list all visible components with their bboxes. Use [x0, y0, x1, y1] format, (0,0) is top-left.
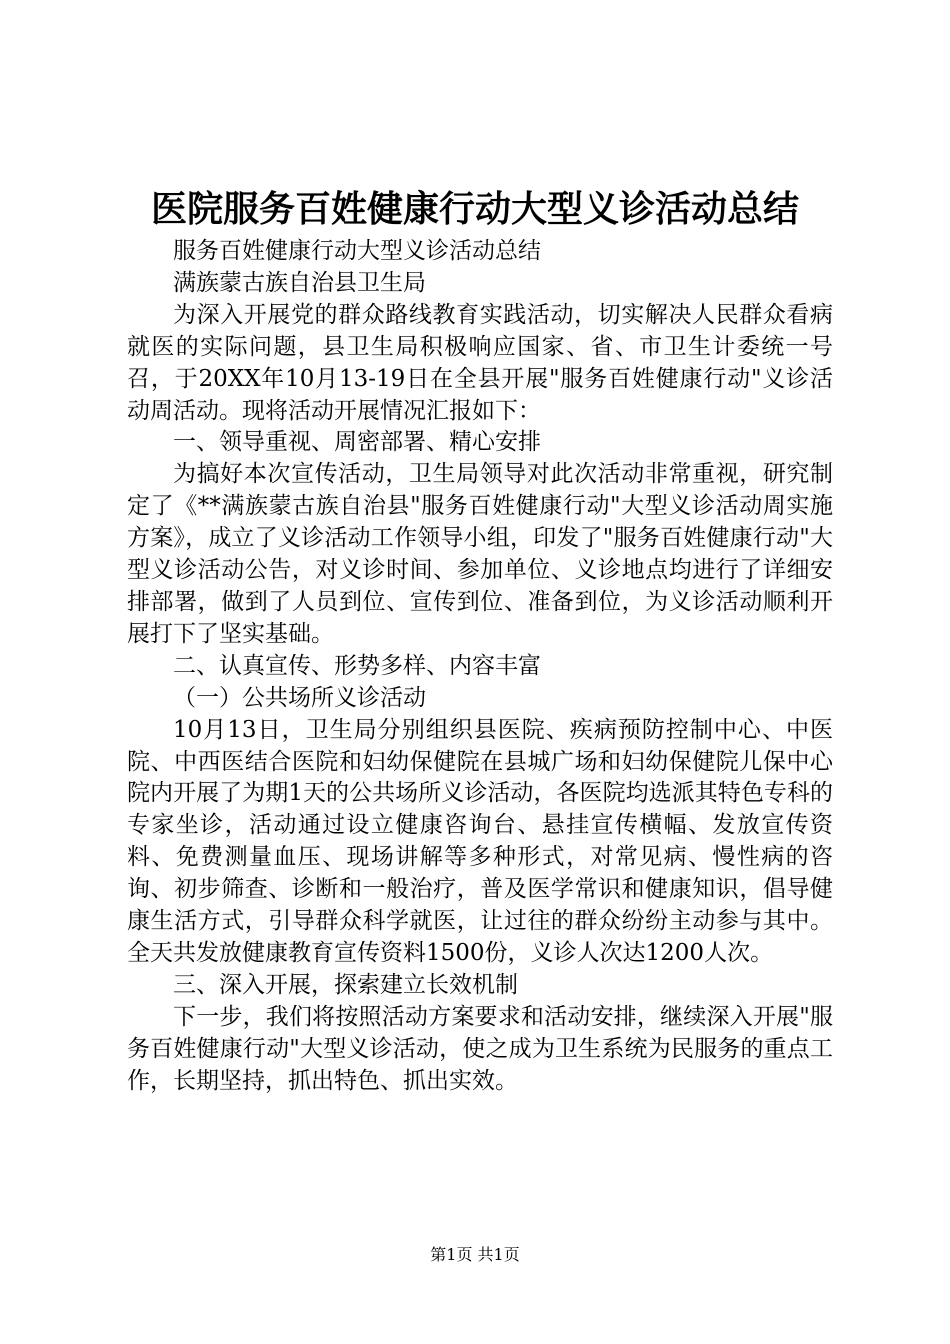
paragraph-section-2: 10月13日，卫生局分别组织县医院、疾病预防控制中心、中医院、中西医结合医院和妇幼保健院在县城广场和妇幼保健院儿保中心院内开展了为期1天的公共场所义诊活动，各医院均选派其特色专科的专家坐诊，活动通过设立健康咨询台、悬挂宣传横幅、发放宣传资料、免费测量血压、现场讲解等多种形式，对常见病、慢性病的咨询、初步筛查、诊断和一般治疗，普及医学常识和健康知识，倡导健康生活方式，引导群众科学就医，让过往的群众纷纷主动参与其中。全天共发放健康教育宣传资料1500份，义诊人次达1200人次。 — [127, 716, 833, 966]
section-heading-2: 二、认真宣传、形势多样、内容丰富 — [173, 652, 541, 679]
document-title: 医院服务百姓健康行动大型义诊活动总结 — [150, 188, 799, 230]
section-heading-3: 三、深入开展，探索建立长效机制 — [173, 971, 518, 998]
document-body — [127, 236, 833, 1097]
subsection-heading-2-1: （一）公共场所义诊活动 — [173, 684, 426, 711]
page-footer: 第1页 共1页 — [430, 1245, 520, 1264]
document-issuer: 满族蒙古族自治县卫生局 — [173, 269, 426, 296]
paragraph-section-1: 为搞好本次宣传活动，卫生局领导对此次活动非常重视，研究制定了《**满族蒙古族自治县"服务百姓健康行动"大型义诊活动周实施方案》，成立了义诊活动工作领导小组，印发了"服务百姓健康行动"大型义诊活动公告，对义诊时间、参加单位、义诊地点均进行了详细安排部署，做到了人员到位、宣传到位、准备到位，为义诊活动顺利开展打下了坚实基础。 — [127, 461, 833, 647]
document-subtitle: 服务百姓健康行动大型义诊活动总结 — [173, 238, 541, 264]
section-heading-1: 一、领导重视、周密部署、精心安排 — [173, 429, 541, 456]
paragraph-section-3: 下一步，我们将按照活动方案要求和活动安排，继续深入开展"服务百姓健康行动"大型义诊活动，使之成为卫生系统为民服务的重点工作，长期坚持，抓出特色、抓出实效。 — [127, 1003, 833, 1094]
paragraph-intro: 为深入开展党的群众路线教育实践活动，切实解决人民群众看病就医的实际问题，县卫生局积极响应国家、省、市卫生计委统一号召，于20XX年10月13-19日在全县开展"服务百姓健康行动"义诊活动周活动。现将活动开展情况汇报如下： — [127, 301, 833, 424]
